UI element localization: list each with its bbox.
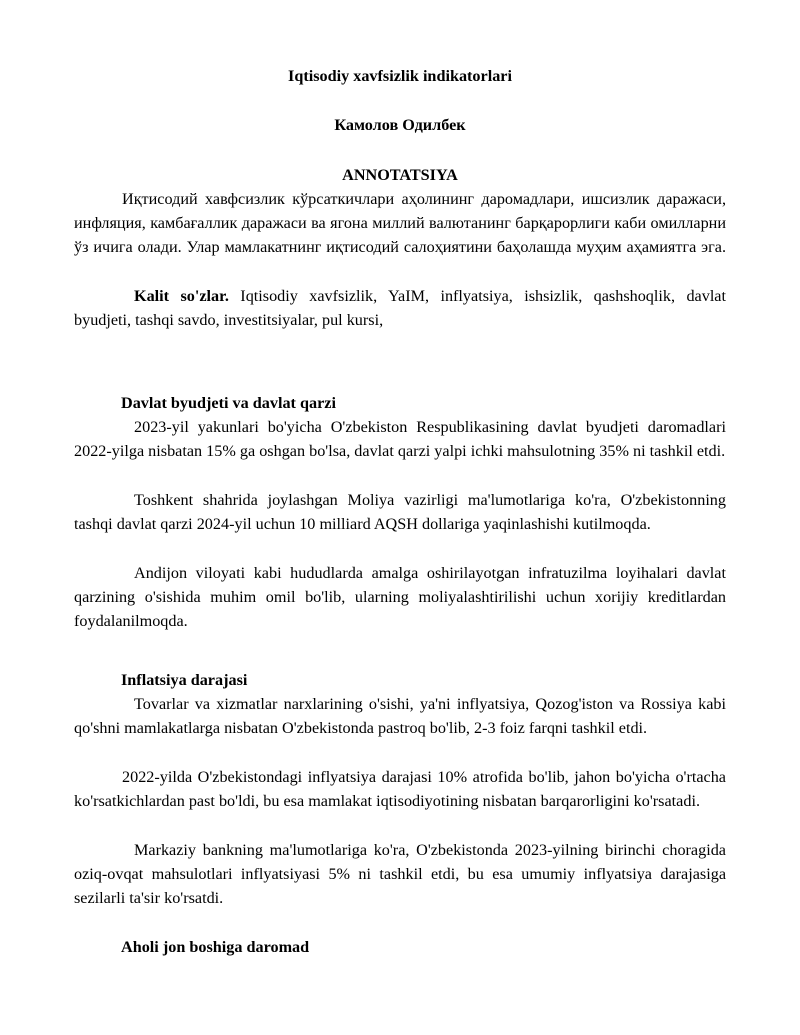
document-page xyxy=(74,64,726,959)
paragraph: 2022-yilda O'zbekistondagi inflyatsiya darajasi 10% atrofida bo'lib, jahon bo'yicha o'rtacha ko'rsatkichlardan past bo'ldi, bu esa mamlakat iqtisodiyotining nisbatan barqarorligini ko'rsatadi. xyxy=(74,768,726,810)
paragraph: 2023-yil yakunlari bo'yicha O'zbekiston Respublikasining davlat byudjeti daromadlari 2022-yilga nisbatan 15% ga oshgan bo'lsa, davlat qarzi yalpi ichki mahsulotning 35% ni tashkil etdi. xyxy=(74,418,726,460)
author-name: Камолов Одилбек xyxy=(334,116,466,134)
keywords-text: Iqtisodiy xavfsizlik, YaIM, inflyatsiya, ishsizlik, qashshoqlik, davlat byudjeti, tashqi savdo, investitsiyalar, pul kursi, xyxy=(74,287,726,329)
section-heading-income: Aholi jon boshiga daromad xyxy=(121,938,310,956)
annotation-heading: ANNOTATSIYA xyxy=(342,166,458,184)
paragraph: Toshkent shahrida joylashgan Moliya vazirligi ma'lumotlariga ko'ra, O'zbekistonning tashqi davlat qarzi 2024-yil uchun 10 milliard AQSH dollariga yaqinlashishi kutilmoqda. xyxy=(74,491,726,533)
document-title: Iqtisodiy xavfsizlik indikatorlari xyxy=(288,67,512,85)
annotation-paragraph: Иқтисодий хавфсизлик кўрсаткичлари аҳолининг даромадлари, ишсизлик даражаси, инфляция, камбағаллик даражаси ва ягона миллий валютанинг барқарорлиги каби омилларни ўз ичига олади. Улар мамлакатнинг иқтисодий салоҳиятини баҳолашда муҳим аҳамиятга эга. xyxy=(74,190,726,256)
section-heading-inflation: Inflatsiya darajasi xyxy=(121,671,248,689)
paragraph: Markaziy bankning ma'lumotlariga ko'ra, O'zbekistonda 2023-yilning birinchi choragida oziq-ovqat mahsulotlari inflyatsiyasi 5% ni tashkil etdi, bu esa umumiy inflyatsiya darajasiga sezilarli ta'sir ko'rsatdi. xyxy=(74,841,726,907)
section-heading-budget: Davlat byudjeti va davlat qarzi xyxy=(121,394,336,412)
keywords-paragraph xyxy=(74,284,726,332)
paragraph: Tovarlar va xizmatlar narxlarining o'sishi, ya'ni inflyatsiya, Qozog'iston va Rossiya kabi qo'shni mamlakatlarga nisbatan O'zbekistonda pastroq bo'lib, 2-3 foiz farqni tashkil etdi. xyxy=(74,695,726,737)
keywords-label: Kalit so'zlar. xyxy=(134,287,229,305)
paragraph: Andijon viloyati kabi hududlarda amalga oshirilayotgan infratuzilma loyihalari davlat qarzining o'sishida muhim omil bo'lib, ularning moliyalashtirilishi uchun xorijiy kreditlardan foydalanilmoqda. xyxy=(74,564,726,630)
